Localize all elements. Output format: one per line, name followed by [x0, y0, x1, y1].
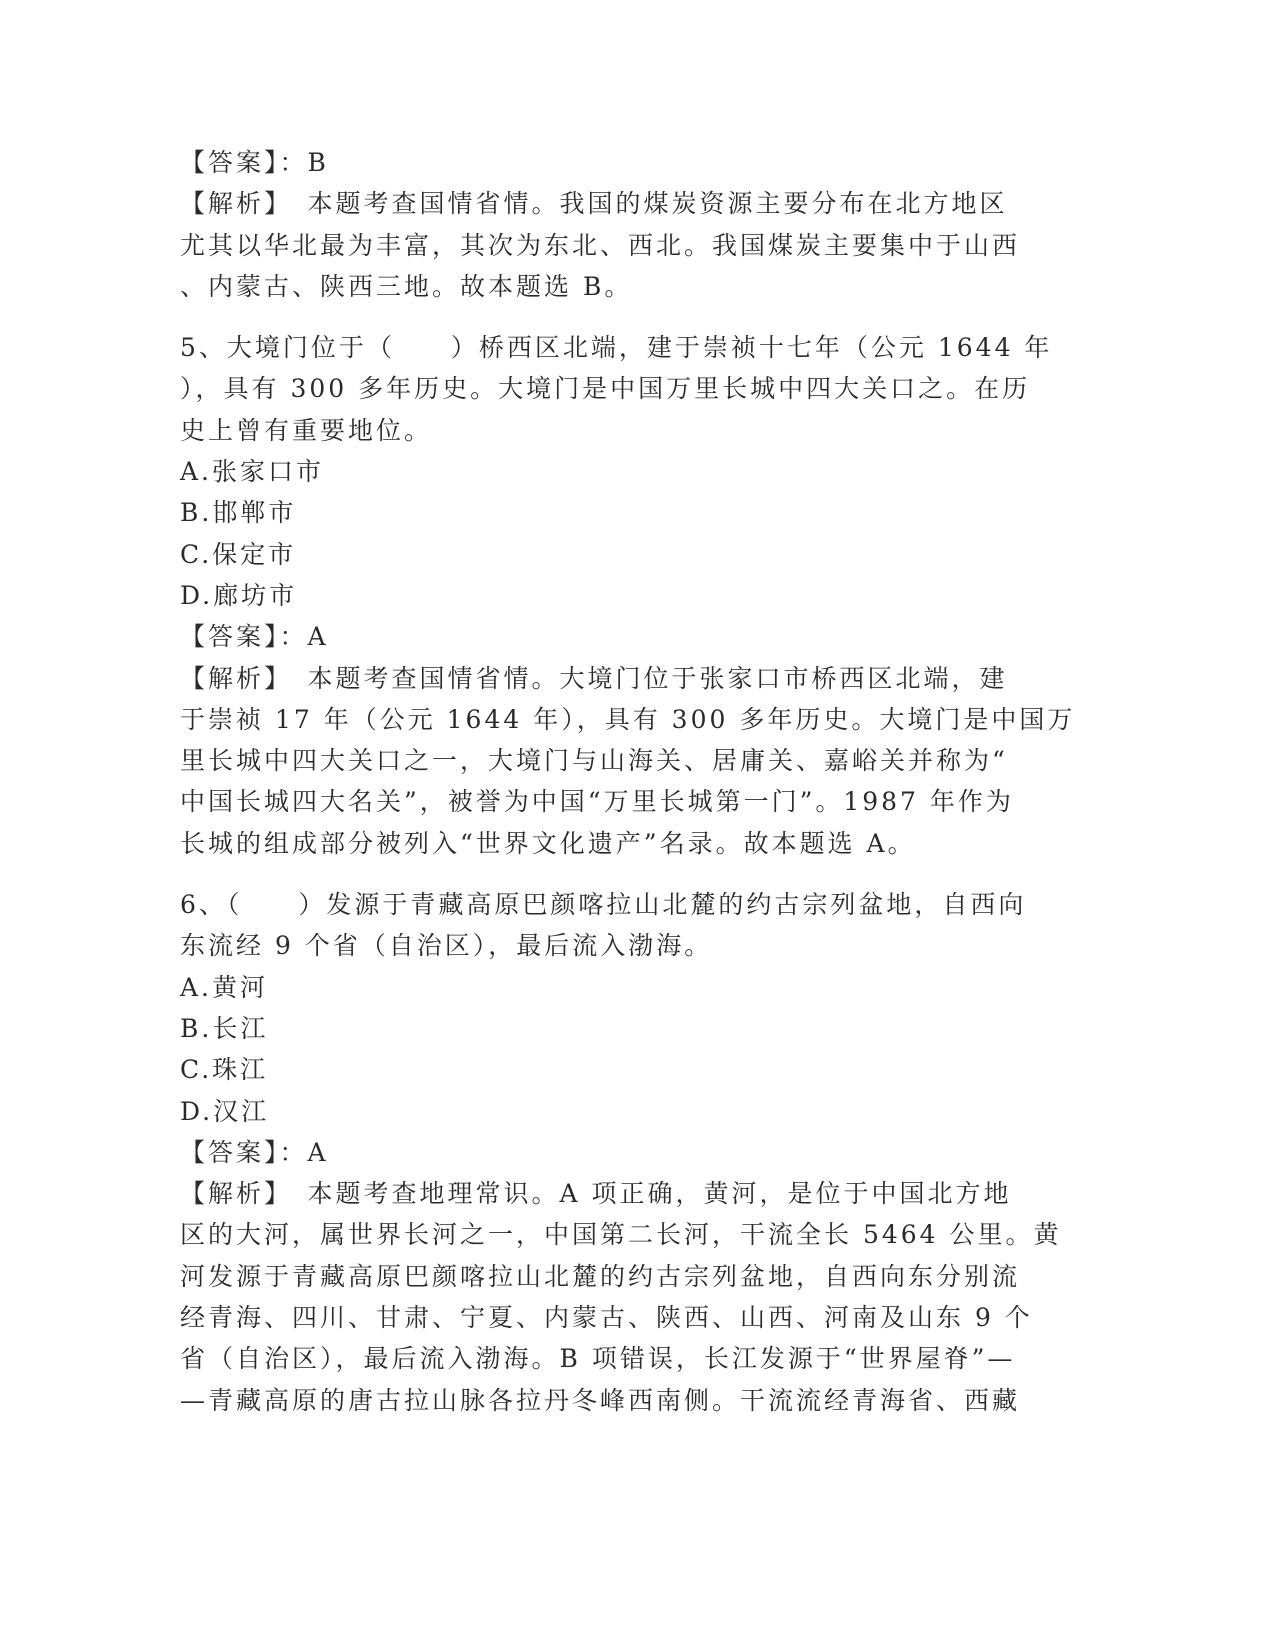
question-stem-line: 东流经 9 个省（自治区），最后流入渤海。: [180, 931, 713, 961]
explanation-line: 经青海、四川、甘肃、宁夏、内蒙古、陕西、山西、河南及山东 9 个: [180, 1303, 1033, 1333]
option-c: C.保定市: [180, 539, 297, 569]
explanation-line: 、内蒙古、陕西三地。故本题选 B。: [180, 271, 633, 301]
answer-line: 【答案】：A: [180, 1137, 329, 1167]
answer-block-q4: [180, 142, 1060, 307]
question-stem-line: ），具有 300 多年历史。大境门是中国万里长城中四大关口之。在历: [180, 374, 1031, 404]
explanation-line: 河发源于青藏高原巴颜喀拉山北麓的约古宗列盆地，自西向东分别流: [180, 1261, 1021, 1291]
explanation-line: 【解析】 本题考查国情省情。大境门位于张家口市桥西区北端，建: [180, 663, 1008, 693]
document-page: [180, 142, 1076, 1421]
explanation-line: 长城的组成部分被列入“世界文化遗产”名录。故本题选 A。: [180, 828, 916, 858]
explanation-line: 省（自治区），最后流入渤海。B 项错误，长江发源于“世界屋脊”—: [180, 1344, 1016, 1374]
question-stem-line: 6、（ ）发源于青藏高原巴颜喀拉山北麓的约古宗列盆地，自西向: [180, 890, 1027, 920]
question-block-5: [180, 327, 1076, 864]
question-block-6: [180, 884, 1060, 1421]
explanation-line: 中国长城四大名关”，被誉为中国“万里长城第一门”。1987 年作为: [180, 787, 1014, 817]
block-spacer: [180, 307, 1060, 327]
question-stem-line: 5、大境门位于（ ）桥西区北端，建于崇祯十七年（公元 1644 年: [180, 333, 1053, 363]
option-b: B.邯郸市: [180, 498, 297, 528]
explanation-line: 于崇祯 17 年（公元 1644 年），具有 300 多年历史。大境门是中国万: [180, 704, 1076, 734]
option-a: A.黄河: [180, 972, 269, 1002]
option-d: D.廊坊市: [180, 580, 298, 610]
option-c: C.珠江: [180, 1055, 269, 1085]
option-a: A.张家口市: [180, 457, 325, 487]
answer-line: 【答案】：A: [180, 622, 329, 652]
explanation-line: 【解析】 本题考查国情省情。我国的煤炭资源主要分布在北方地区: [180, 189, 1008, 219]
answer-line: 【答案】：B: [180, 148, 329, 177]
explanation-line: —青藏高原的唐古拉山脉各拉丹冬峰西南侧。干流流经青海省、西藏: [180, 1385, 1021, 1415]
explanation-line: 尤其以华北最为丰富，其次为东北、西北。我国煤炭主要集中于山西: [180, 230, 1021, 260]
block-spacer: [180, 864, 1060, 884]
explanation-line: 【解析】 本题考查地理常识。A 项正确，黄河，是位于中国北方地: [180, 1179, 1012, 1209]
question-stem-line: 史上曾有重要地位。: [180, 415, 433, 445]
option-b: B.长江: [180, 1013, 269, 1043]
explanation-line: 区的大河，属世界长河之一，中国第二长河，干流全长 5464 公里。黄: [180, 1220, 1062, 1250]
explanation-line: 里长城中四大关口之一，大境门与山海关、居庸关、嘉峪关并称为“: [180, 746, 1008, 776]
option-d: D.汉江: [180, 1096, 270, 1126]
